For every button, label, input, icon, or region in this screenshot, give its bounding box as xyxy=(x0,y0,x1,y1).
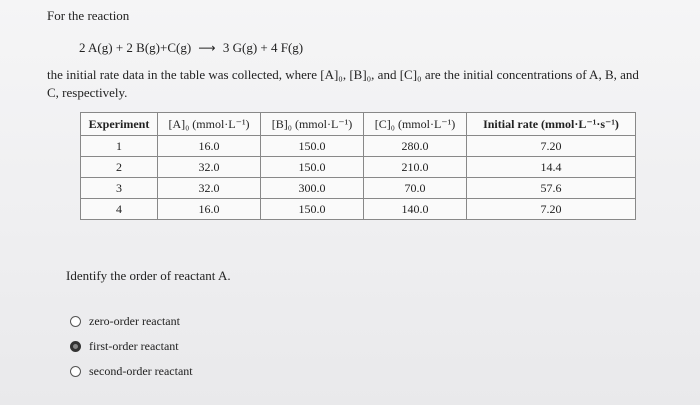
table-cell: 140.0 xyxy=(364,199,467,220)
header-a-concentration: [A]₀ (mmol·L⁻¹) xyxy=(158,113,261,136)
question-prompt: Identify the order of reactant A. xyxy=(66,268,231,283)
option-label: second-order reactant xyxy=(89,364,193,378)
reaction-arrow-icon: ⟶ xyxy=(198,41,216,55)
description-line-2: C, respectively. xyxy=(47,85,128,100)
table-row xyxy=(81,136,636,157)
table-header-row xyxy=(81,113,636,136)
option-label: zero-order reactant xyxy=(89,314,180,328)
table-cell: 7.20 xyxy=(467,136,636,157)
table-cell: 300.0 xyxy=(261,178,364,199)
option-zero-order[interactable] xyxy=(70,309,193,334)
table-cell: 32.0 xyxy=(158,157,261,178)
header-experiment: Experiment xyxy=(81,113,158,136)
option-first-order[interactable] xyxy=(70,334,193,359)
table-cell: 16.0 xyxy=(158,136,261,157)
table-cell: 7.20 xyxy=(467,199,636,220)
question-description xyxy=(47,66,657,102)
header-b-concentration: [B]₀ (mmol·L⁻¹) xyxy=(261,113,364,136)
table-cell: 150.0 xyxy=(261,199,364,220)
table-row xyxy=(81,157,636,178)
table-cell: 210.0 xyxy=(364,157,467,178)
radio-button[interactable] xyxy=(70,341,81,352)
table-cell: 280.0 xyxy=(364,136,467,157)
table-cell: 3 xyxy=(81,178,158,199)
question-intro: For the reaction xyxy=(47,8,130,23)
answer-options xyxy=(70,309,193,384)
radio-button[interactable] xyxy=(70,316,81,327)
header-c-concentration: [C]₀ (mmol·L⁻¹) xyxy=(364,113,467,136)
radio-button[interactable] xyxy=(70,366,81,377)
table-cell: 14.4 xyxy=(467,157,636,178)
table-cell: 16.0 xyxy=(158,199,261,220)
table-row xyxy=(81,178,636,199)
table-cell: 57.6 xyxy=(467,178,636,199)
table-cell: 2 xyxy=(81,157,158,178)
table-cell: 150.0 xyxy=(261,136,364,157)
rate-data-table xyxy=(80,112,636,220)
table-row xyxy=(81,199,636,220)
option-label: first-order reactant xyxy=(89,339,179,353)
table-cell: 150.0 xyxy=(261,157,364,178)
description-line-1: the initial rate data in the table was collected, where [A]₀, [B]₀, and [C]₀ are the initial concentrations of A, B, and xyxy=(47,67,639,82)
option-second-order[interactable] xyxy=(70,359,193,384)
equation-products: 3 G(g) + 4 F(g) xyxy=(222,40,304,55)
reaction-equation xyxy=(79,40,303,56)
table-cell: 4 xyxy=(81,199,158,220)
header-initial-rate: Initial rate (mmol·L⁻¹·s⁻¹) xyxy=(467,113,636,136)
equation-reactants: 2 A(g) + 2 B(g)+C(g) xyxy=(79,40,192,55)
table-cell: 32.0 xyxy=(158,178,261,199)
table-cell: 1 xyxy=(81,136,158,157)
table-cell: 70.0 xyxy=(364,178,467,199)
